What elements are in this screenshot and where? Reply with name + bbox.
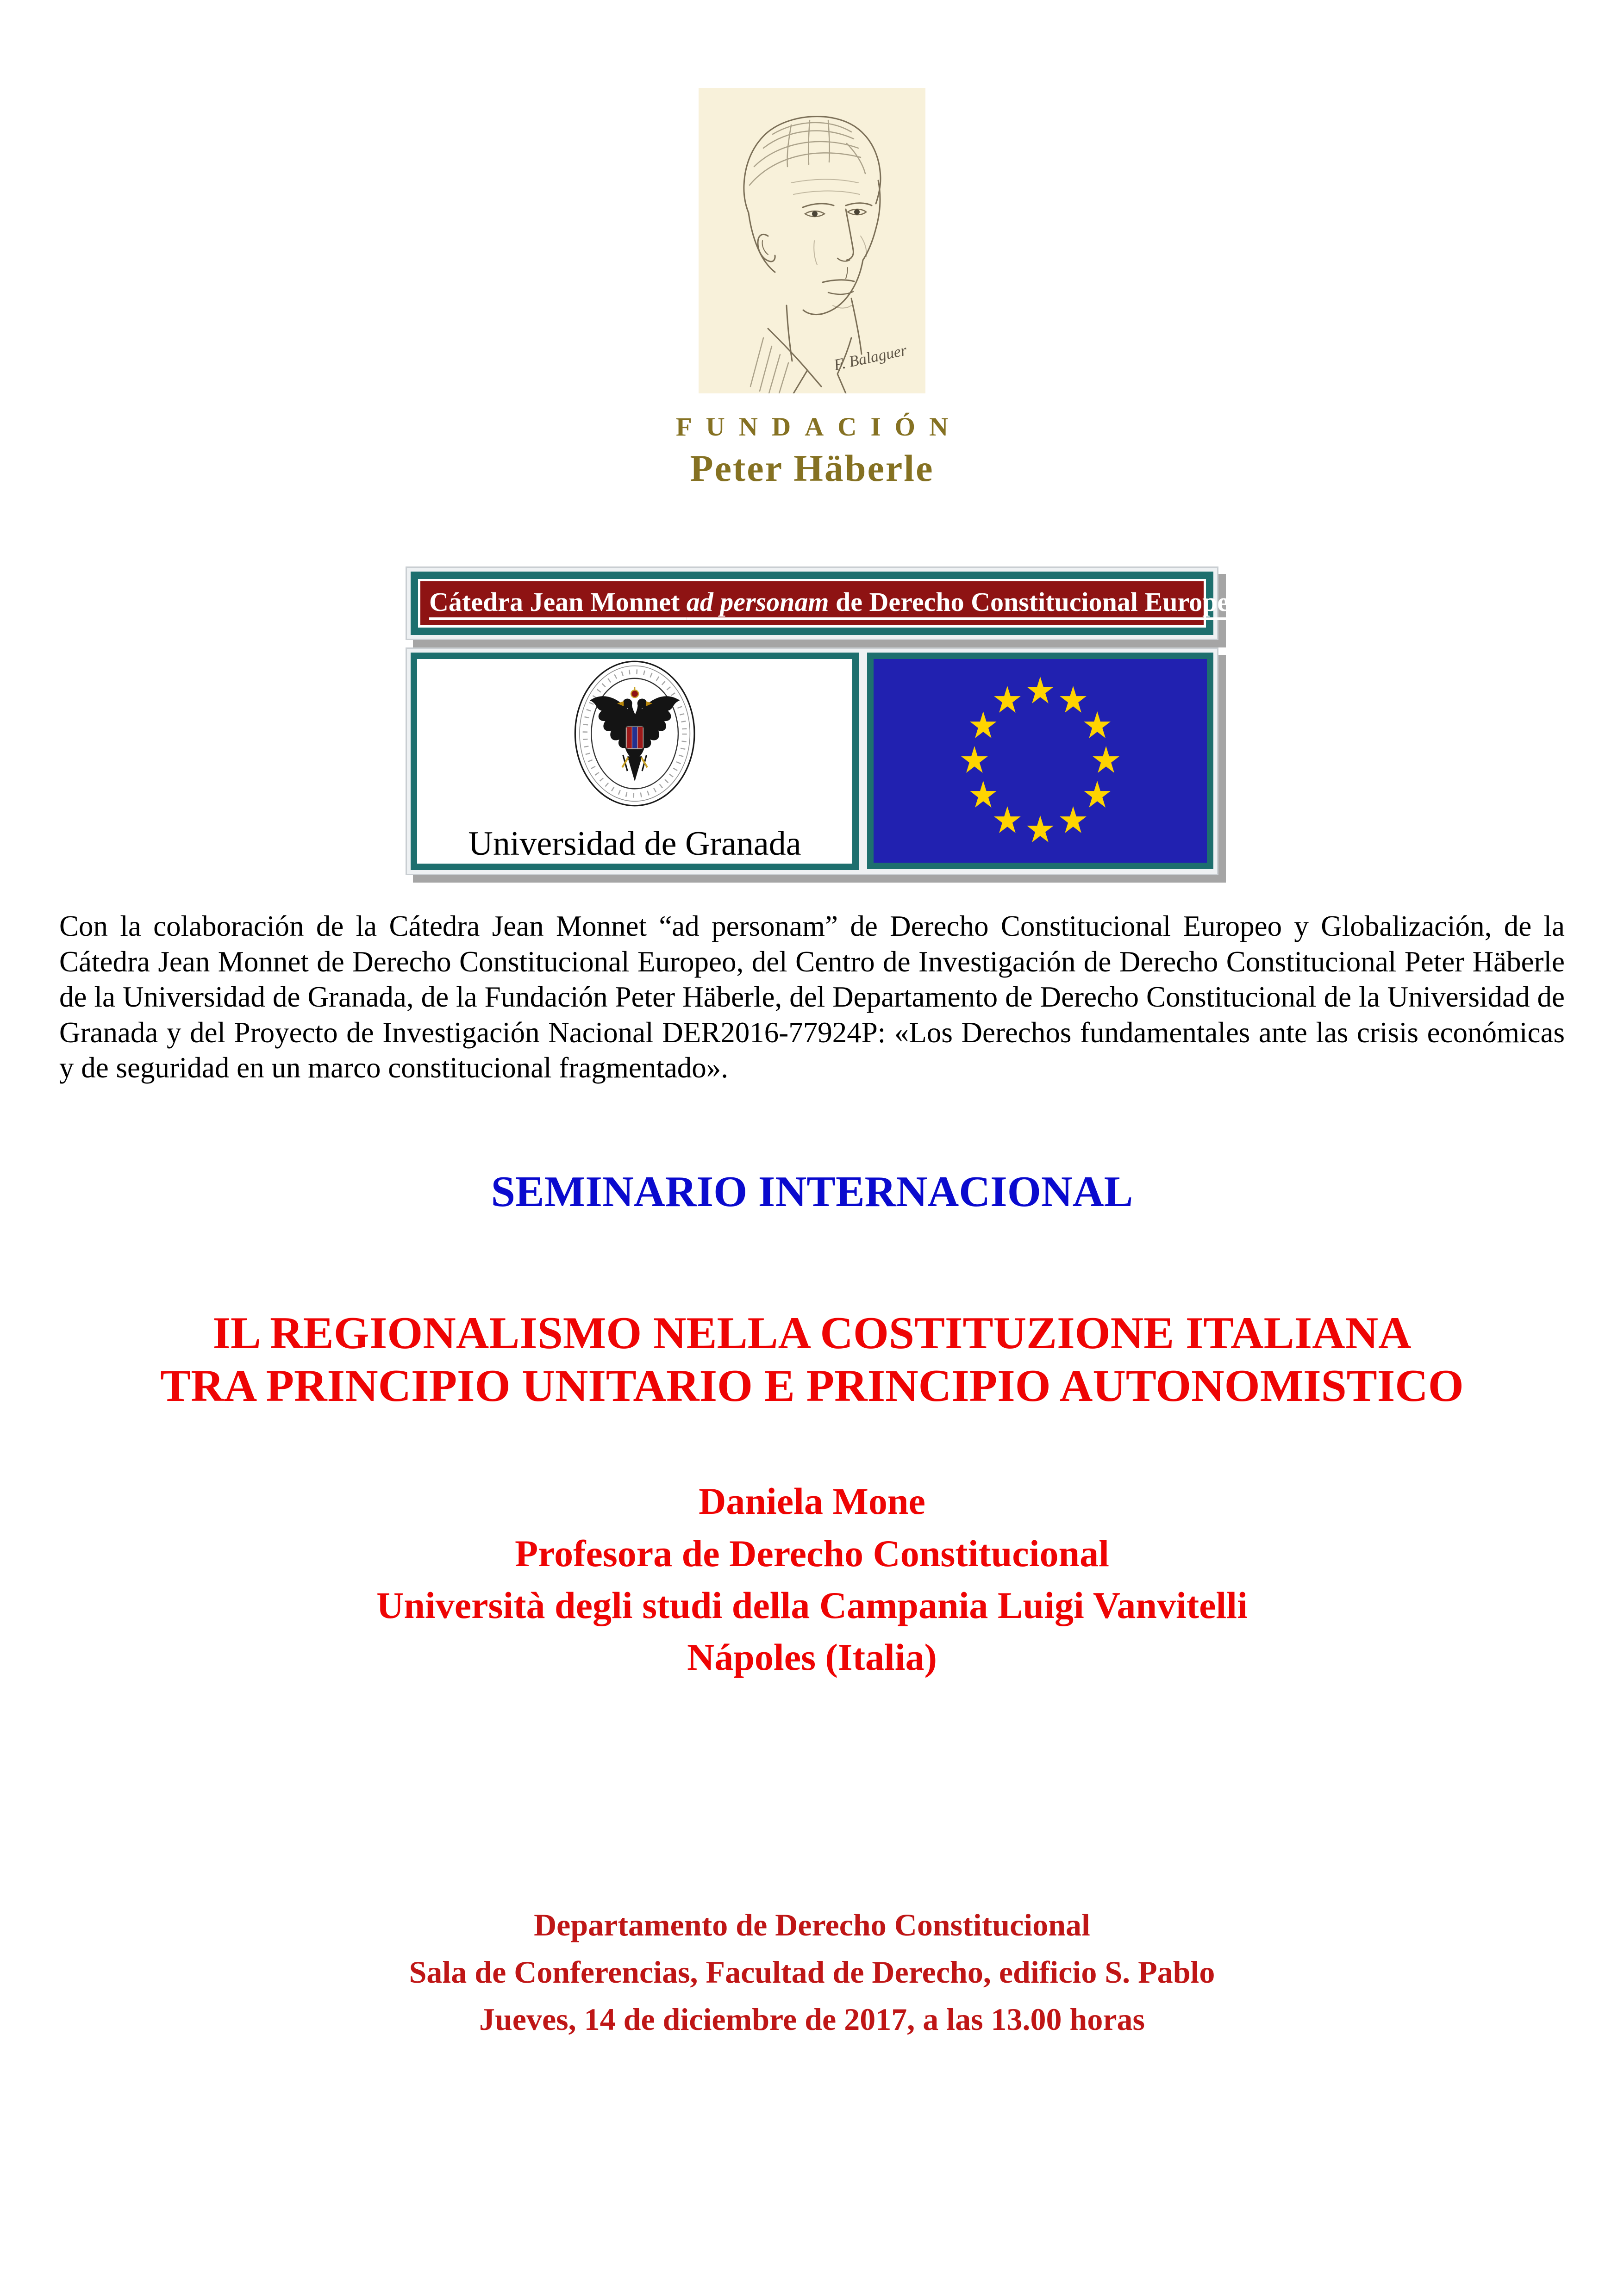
speaker-name: Daniela Mone: [699, 1480, 925, 1523]
catedra-banner-frame: [411, 572, 1428, 635]
speaker-university: Università degli studi della Campania Luigi Vanvitelli: [376, 1584, 1248, 1626]
seminar-title: [0, 1307, 1624, 1413]
speaker-city: Nápoles (Italia): [687, 1636, 937, 1679]
seminar-title-line2: TRA PRINCIPIO UNITARIO E PRINCIPIO AUTONOMISTICO: [160, 1361, 1464, 1412]
foundation-logo: [699, 88, 925, 393]
ugr-coat-of-arms-icon: [572, 660, 697, 807]
foundation-name-line1: FUNDACIÓN: [675, 412, 962, 442]
venue-location: Sala de Conferencias, Facultad de Derecho, edificio S. Pablo: [409, 1954, 1215, 1990]
speaker-role: Profesora de Derecho Constitucional: [515, 1532, 1109, 1574]
logos-box: [406, 647, 1218, 875]
venue-department: Departamento de Derecho Constitucional: [534, 1907, 1090, 1942]
venue-datetime: Jueves, 14 de diciembre de 2017, a las 13.00 horas: [479, 2001, 1145, 2037]
foundation-name-line2: Peter Häberle: [690, 447, 934, 489]
eu-flag-cell: [867, 653, 1213, 869]
eu-flag-icon: [874, 659, 1207, 863]
collaboration-paragraph: Con la colaboración de la Cátedra Jean Monnet “ad personam” de Derecho Constitucional Europeo y Globalización, de la Cátedra Jean Monnet de Derecho Constitucional Europeo, del Centro de Investigación de Derecho Constitucional Peter Häberle de la Universidad de Granada, de la Fundación Peter Häberle, del Departamento de Derecho Constitucional de la Universidad de Granada y del Proyecto de Investigación Nacional DER2016-77924P: «Los Derechos fundamentales ante las crisis económicas y de seguridad en un marco constitucional fragmentado».: [59, 910, 1565, 1084]
portrait-sketch-image: [699, 88, 925, 393]
ugr-logo-cell: [411, 653, 859, 870]
venue-block: [0, 1901, 1624, 2043]
seminar-kicker: SEMINARIO INTERNACIONAL: [491, 1167, 1133, 1216]
catedra-banner: [406, 566, 1428, 640]
speaker-block: [0, 1475, 1624, 1683]
ugr-caption: Universidad de Granada: [468, 825, 801, 863]
seminar-title-line1: IL REGIONALISMO NELLA COSTITUZIONE ITALIANA: [212, 1307, 1412, 1358]
catedra-banner-text: Cátedra Jean Monnet ad personam de Derecho Constitucional Europeo y Globalización: [429, 587, 1428, 617]
portrait-signature: F. Balaguer: [832, 342, 909, 374]
catedra-banner-text-italic: ad personam: [686, 587, 829, 617]
